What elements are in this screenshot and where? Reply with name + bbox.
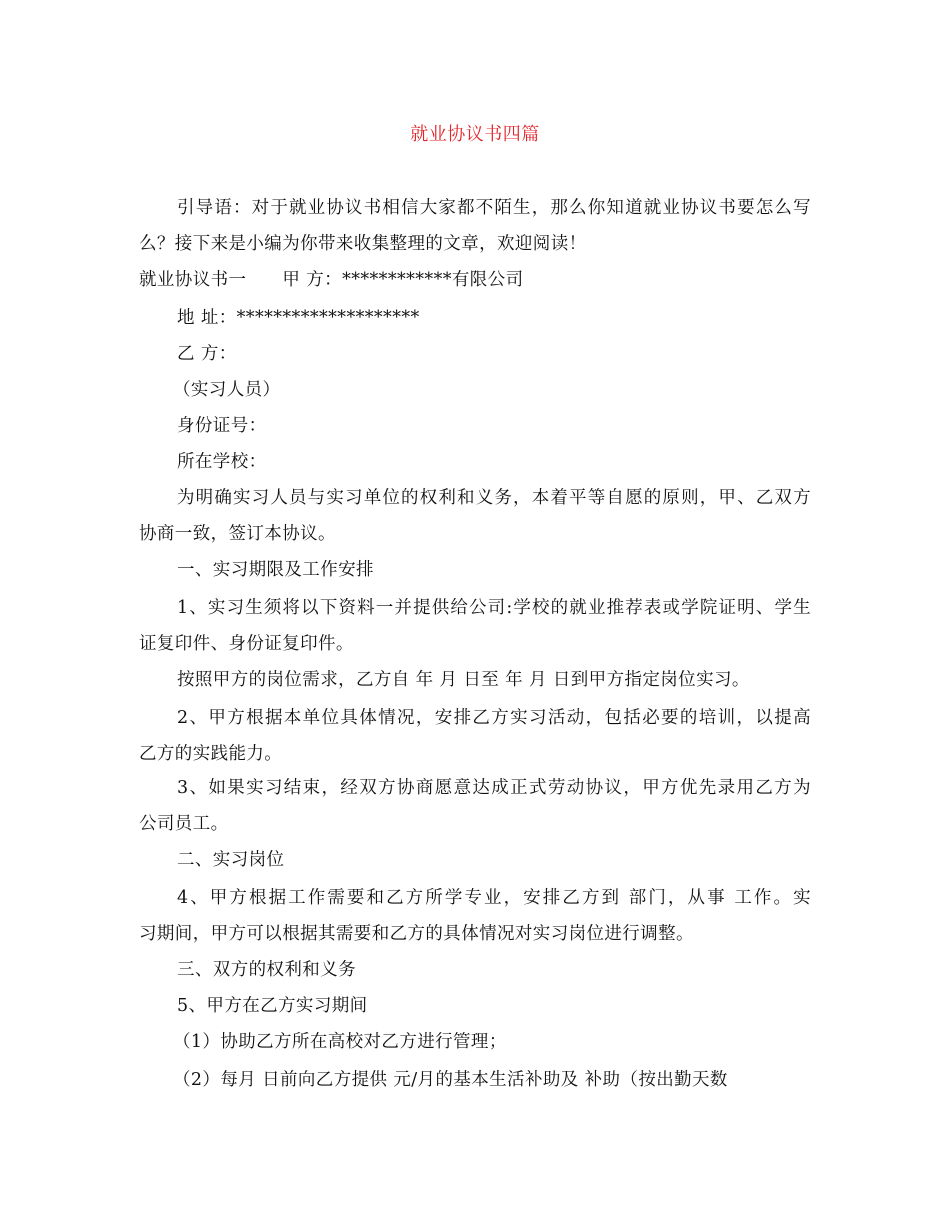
paragraph-line: 协商一致，签订本协议。 [139, 524, 336, 544]
paragraph-line: 5、甲方在乙方实习期间 [177, 996, 368, 1016]
section-heading: 三、双方的权利和义务 [177, 960, 356, 980]
section-heading: 就业协议书一 [139, 270, 247, 290]
school-line: 所在学校： [177, 452, 267, 472]
section-heading: 一、实习期限及工作安排 [177, 560, 374, 580]
paragraph-line: 1、实习生须将以下资料一并提供给公司:学校的就业推荐表或学院证明、学生 [177, 598, 811, 618]
paragraph-line: 3、如果实习结束，经双方协商愿意达成正式劳动协议，甲方优先录用乙方为 [177, 778, 811, 798]
intern-line: （实习人员） [173, 380, 281, 400]
paragraph-line: 2、甲方根据本单位具体情况，安排乙方实习活动，包括必要的培训，以提高 [177, 708, 811, 728]
paragraph-line: 乙方的实践能力。 [139, 744, 283, 764]
id-number-line: 身份证号： [177, 416, 267, 436]
list-item: （2）每月 日前向乙方提供 元/月的基本生活补助及 补助（按出勤天数 [173, 1070, 728, 1090]
paragraph-line: 证复印件、身份证复印件。 [139, 634, 354, 654]
list-item: （1）协助乙方所在高校对乙方进行管理； [173, 1032, 507, 1052]
document-title: 就业协议书四篇 [410, 124, 540, 145]
party-b-line: 乙 方： [177, 344, 237, 364]
paragraph-line: 公司员工。 [139, 814, 229, 834]
address-line: 地 址：******************** [177, 308, 420, 328]
paragraph-line: 为明确实习人员与实习单位的权利和义务，本着平等自愿的原则，甲、乙双方 [177, 488, 811, 508]
paragraph-line: 4、甲方根据工作需要和乙方所学专业，安排乙方到 部门，从事 工作。实 [177, 888, 811, 908]
paragraph-line: 习期间，甲方可以根据其需要和乙方的具体情况对实习岗位进行调整。 [139, 924, 694, 944]
paragraph-line: 引导语：对于就业协议书相信大家都不陌生，那么你知道就业协议书要怎么写 [177, 198, 811, 218]
paragraph-line: 按照甲方的岗位需求，乙方自 年 月 日至 年 月 日到甲方指定岗位实习。 [177, 670, 750, 690]
paragraph-line: 么？接下来是小编为你带来收集整理的文章，欢迎阅读！ [139, 234, 587, 254]
party-a-label: 甲 方：************有限公司 [282, 270, 524, 290]
section-heading: 二、实习岗位 [177, 850, 285, 870]
section-heading-line [139, 268, 523, 292]
